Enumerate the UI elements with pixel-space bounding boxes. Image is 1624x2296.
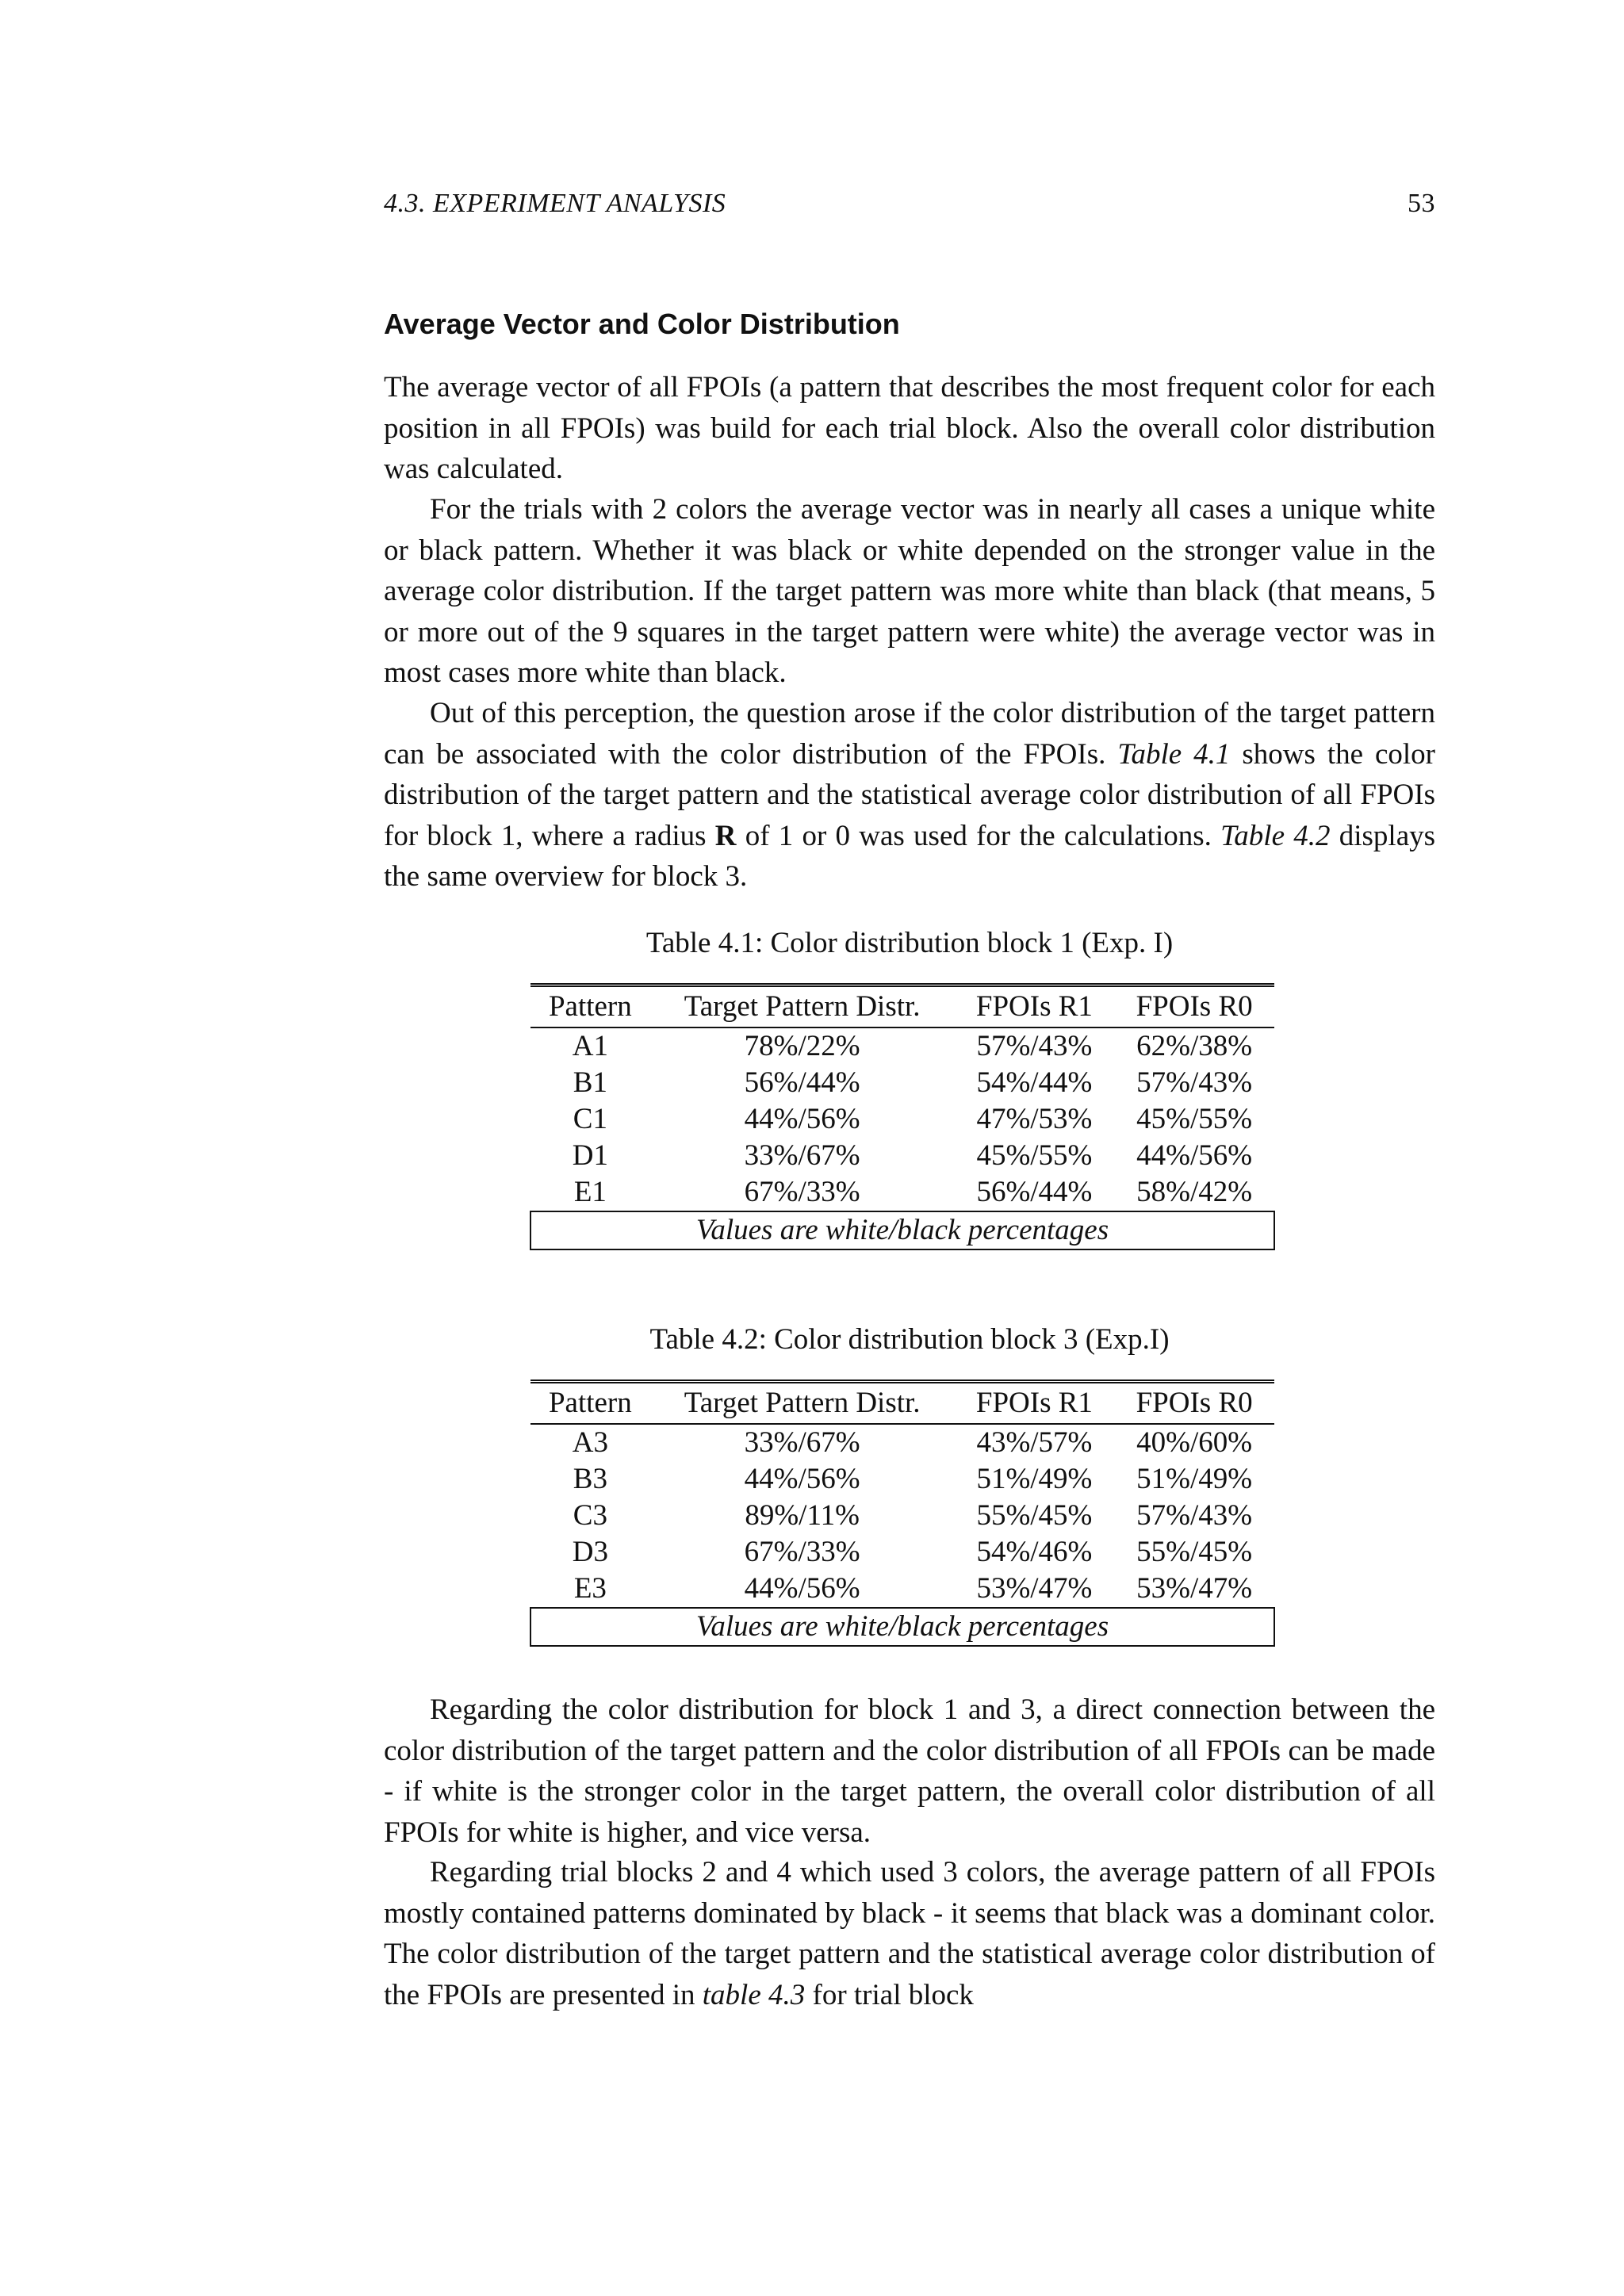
column-header-target: Target Pattern Distr. <box>650 1382 955 1425</box>
table-cell: C1 <box>573 1103 607 1135</box>
table-cell: 56%/44% <box>744 1066 860 1099</box>
table-1-caption: Table 4.1: Color distribution block 1 (Exp. I) <box>645 927 1174 959</box>
column-header-fpois-r1: FPOIs R1 <box>955 985 1115 1028</box>
table-cell: E1 <box>573 1176 607 1208</box>
table-cell: 57%/43% <box>1136 1066 1253 1099</box>
table-footnote: Values are white/black percentages <box>530 1608 1274 1646</box>
table-row <box>530 1424 1274 1461</box>
column-header-pattern: Pattern <box>530 985 650 1028</box>
table-4-2-reference: Table 4.2 <box>1220 819 1331 852</box>
table-cell: E3 <box>573 1572 607 1605</box>
table-cell: 53%/47% <box>1136 1572 1253 1605</box>
table-cell: 44%/56% <box>1136 1139 1253 1172</box>
paragraph-5-text-a: Regarding trial blocks 2 and 4 which used 3 colors, the average pattern of all FPOIs mostly contained patterns dominated by black - it seems that black was a dominant color. The color distribution of the target pattern and the statistical average color distribution of the FPOIs are presented in <box>384 1856 1435 2011</box>
table-row <box>530 1138 1274 1174</box>
table-cell: 55%/45% <box>1136 1536 1253 1568</box>
table-cell: D3 <box>572 1536 608 1568</box>
table-cell: 57%/43% <box>1136 1499 1253 1532</box>
section-heading: Average Vector and Color Distribution <box>384 308 900 340</box>
table-cell: 44%/56% <box>744 1103 860 1135</box>
table-row <box>530 1065 1274 1101</box>
table-cell: 45%/55% <box>1136 1103 1253 1135</box>
table-row <box>530 1174 1274 1211</box>
paragraph-4: Regarding the color distribution for block 1 and 3, a direct connection between the color distribution of the target pattern and the color distribution of all FPOIs can be made - if white is the stronger color in the target pattern, the overall color distribution of all FPOIs for white is higher, and vice versa. <box>384 1693 1435 1849</box>
table-cell: 51%/49% <box>976 1463 1093 1495</box>
table-row <box>530 1461 1274 1498</box>
table-cell: 55%/45% <box>976 1499 1093 1532</box>
paragraph-1: The average vector of all FPOIs (a pattern that describes the most frequent color for each position in all FPOIs) was build for each trial block. Also the overall color distribution was calculated. <box>384 371 1435 485</box>
paragraph-3-text-c: of 1 or 0 was used for the calculations. <box>736 819 1221 852</box>
paragraph-3-text-d: displays the same overview for block 3. <box>384 819 1436 893</box>
column-header-pattern: Pattern <box>530 1382 650 1425</box>
page-number: 53 <box>1408 189 1435 218</box>
table-cell: B3 <box>573 1463 607 1495</box>
table-cell: 62%/38% <box>1136 1030 1253 1062</box>
paragraph-3-text-b: shows the color distribution of the target pattern and the statistical average color distribution of all FPOIs for block 1, where a radius <box>384 737 1435 852</box>
table-row <box>530 1101 1274 1138</box>
table-cell: 47%/53% <box>976 1103 1093 1135</box>
paragraph-3 <box>384 693 1435 897</box>
table-cell: 45%/55% <box>976 1139 1093 1172</box>
table-cell: 58%/42% <box>1136 1176 1253 1208</box>
paragraph-2: For the trials with 2 colors the average vector was in nearly all cases a unique white or black pattern. Whether it was black or white depended on the stronger value in the average color distribution. If the target pattern was more white than black (that means, 5 or more out of the 9 squares in the target pattern were white) the average vector was in most cases more white than black. <box>384 493 1435 689</box>
column-header-target: Target Pattern Distr. <box>650 985 955 1028</box>
table-cell: 40%/60% <box>1136 1426 1253 1459</box>
table-cell: 57%/43% <box>976 1030 1093 1062</box>
table-cell: 89%/11% <box>745 1499 860 1532</box>
table-cell: 44%/56% <box>744 1463 860 1495</box>
table-footnote: Values are white/black percentages <box>530 1211 1274 1249</box>
table-cell: 56%/44% <box>976 1176 1093 1208</box>
paragraph-5-text-b: for trial block <box>805 1978 974 2011</box>
radius-symbol: R <box>714 819 737 852</box>
table-cell: 51%/49% <box>1136 1463 1253 1495</box>
table-cell: 33%/67% <box>744 1139 860 1172</box>
column-header-fpois-r0: FPOIs R0 <box>1114 985 1274 1028</box>
table-row <box>530 1571 1274 1608</box>
table-cell: 54%/44% <box>976 1066 1093 1099</box>
column-header-fpois-r0: FPOIs R0 <box>1114 1382 1274 1425</box>
table-1 <box>530 983 1275 1250</box>
table-cell: 67%/33% <box>744 1176 860 1208</box>
running-head-section: 4.3. EXPERIMENT ANALYSIS <box>384 189 726 218</box>
column-header-fpois-r1: FPOIs R1 <box>955 1382 1115 1425</box>
table-cell: D1 <box>572 1139 608 1172</box>
table-cell: 44%/56% <box>744 1572 860 1605</box>
table-cell: C3 <box>573 1499 607 1532</box>
table-row <box>530 1534 1274 1571</box>
table-cell: 54%/46% <box>976 1536 1093 1568</box>
table-cell: A1 <box>572 1030 608 1062</box>
table-cell: 33%/67% <box>744 1426 860 1459</box>
table-cell: 78%/22% <box>744 1030 860 1062</box>
table-cell: A3 <box>572 1426 608 1459</box>
paragraph-3-text-a: Out of this perception, the question arose if the color distribution of the target pattern can be associated with the color distribution of the FPOIs. <box>384 697 1435 771</box>
table-row <box>530 1498 1274 1534</box>
table-header-row <box>530 1382 1274 1425</box>
table-cell: 43%/57% <box>976 1426 1093 1459</box>
paragraph-5 <box>384 1852 1435 2015</box>
table-4-3-reference: table 4.3 <box>702 1978 806 2011</box>
table-cell: B1 <box>573 1066 607 1099</box>
table-row <box>530 1027 1274 1065</box>
table-header-row <box>530 985 1274 1028</box>
table-2 <box>530 1380 1275 1647</box>
table-4-1-reference: Table 4.1 <box>1117 737 1231 771</box>
table-cell: 67%/33% <box>744 1536 860 1568</box>
table-2-caption: Table 4.2: Color distribution block 3 (Exp.I) <box>649 1323 1170 1356</box>
table-cell: 53%/47% <box>976 1572 1093 1605</box>
running-head <box>384 189 1435 228</box>
